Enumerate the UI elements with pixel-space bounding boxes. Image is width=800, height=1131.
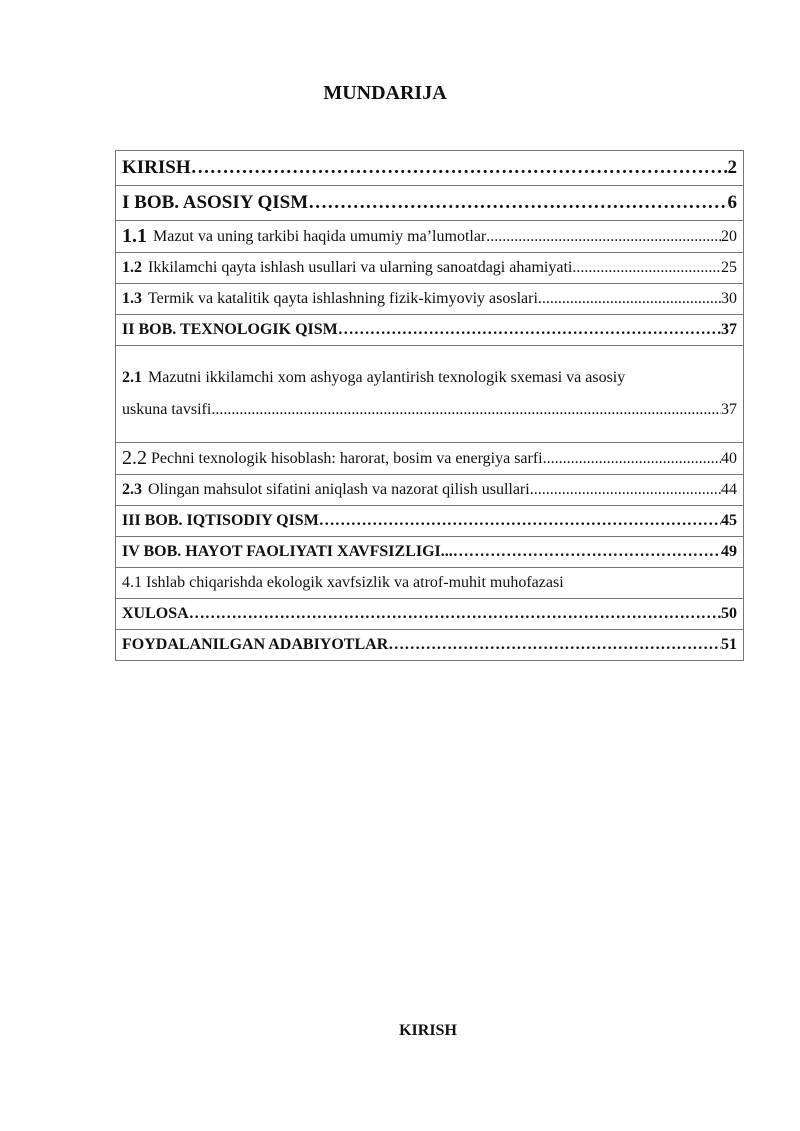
dot-leader [543,450,721,468]
toc-page-number: 6 [727,192,737,213]
toc-page-number: 50 [721,605,737,622]
dot-leader [338,321,721,339]
toc-entry-label: KIRISH [122,157,191,178]
section-number: 1.1 [122,225,147,247]
toc-entry-1-3 [116,284,743,315]
toc-entry-label: IV BOB. HAYOT FAOLIYATI XAVFSIZLIGI... [122,543,453,560]
toc-page-number: 25 [721,259,737,276]
toc-entry-label: Mazut va uning tarkibi haqida umumiy ma’lumotlar [153,227,487,245]
toc-page-number: 40 [721,449,737,467]
section-number: 1.3 [122,290,142,307]
toc-page-number: 37 [721,401,737,418]
toc-entry-label: 4.1 Ishlab chiqarishda ekologik xavfsizlik va atrof-muhit muhofazasi [122,574,564,591]
toc-entry-label: Ikkilamchi qayta ishlash usullari va ularning sanoatdagi ahamiyati [148,259,573,276]
dot-leader [538,290,721,308]
toc-entry-label: I BOB. ASOSIY QISM…… [122,192,347,213]
toc-page-number: 30 [721,290,737,307]
dot-leader [319,512,721,530]
toc-entry-bob2 [116,315,743,346]
toc-entry-2-1 [116,346,743,443]
toc-entry-label-continued: uskuna tavsifi [122,401,212,418]
toc-entry-label: Pechni texnologik hisoblash: harorat, bosim va energiya sarfi [151,449,543,467]
toc-entry-label: XULOSA [122,605,189,622]
toc-entry-bob3 [116,506,743,537]
dot-leader [572,259,721,277]
section-number: 2.3 [122,481,142,498]
toc-entry-2-2 [116,443,743,475]
toc-entry-bob1 [116,186,743,221]
toc-entry-4-1 [116,568,743,599]
dot-leader [211,394,721,426]
toc-entry-2-3 [116,475,743,506]
toc-entry-label: III BOB. IQTISODIY QISM [122,512,319,529]
toc-entry-xulosa [116,599,743,630]
toc-entry-label: FOYDALANILGAN ADABIYOTLAR [122,636,389,653]
toc-entry-label: Olingan mahsulot sifatini aniqlash va nazorat qilish usullari [148,481,530,498]
dot-leader [191,157,728,179]
section-number: 2.2 [122,447,147,469]
toc-entry-line [122,362,737,394]
toc-page-number: 51 [721,636,737,653]
toc-entry-label: II BOB. TEXNOLOGIK QISM [122,321,338,338]
section-number: 2.1 [122,369,142,386]
dot-leader [189,605,721,623]
toc-page-number: 45 [721,512,737,529]
toc-page-number: 37 [721,321,737,338]
dot-leader [388,636,721,654]
section-number: 1.2 [122,259,142,276]
toc-page-number: 49 [721,543,737,560]
toc-page-number: 20 [721,227,737,245]
toc-entry-adabiyotlar [116,630,743,661]
toc-entry-1-2 [116,253,743,284]
toc-entry-label: Termik va katalitik qayta ishlashning fizik-kimyoviy asoslari [148,290,538,307]
next-section-heading: KIRISH [399,1022,457,1039]
dot-leader [486,228,721,246]
dot-leader [346,192,727,214]
toc-entry-line [122,394,737,426]
toc-entry-label: Mazutni ikkilamchi xom ashyoga aylantirish texnologik sxemasi va asosiy [148,369,626,386]
toc-entry-1-1 [116,221,743,253]
toc-entry-bob4 [116,537,743,568]
toc-page-number: 2 [727,157,737,178]
dot-leader [453,543,721,561]
document-title: MUNDARIJA [323,82,447,104]
dot-leader [530,481,721,499]
toc-page-number: 44 [721,481,737,498]
table-of-contents [115,150,744,661]
toc-entry-kirish [116,151,743,186]
